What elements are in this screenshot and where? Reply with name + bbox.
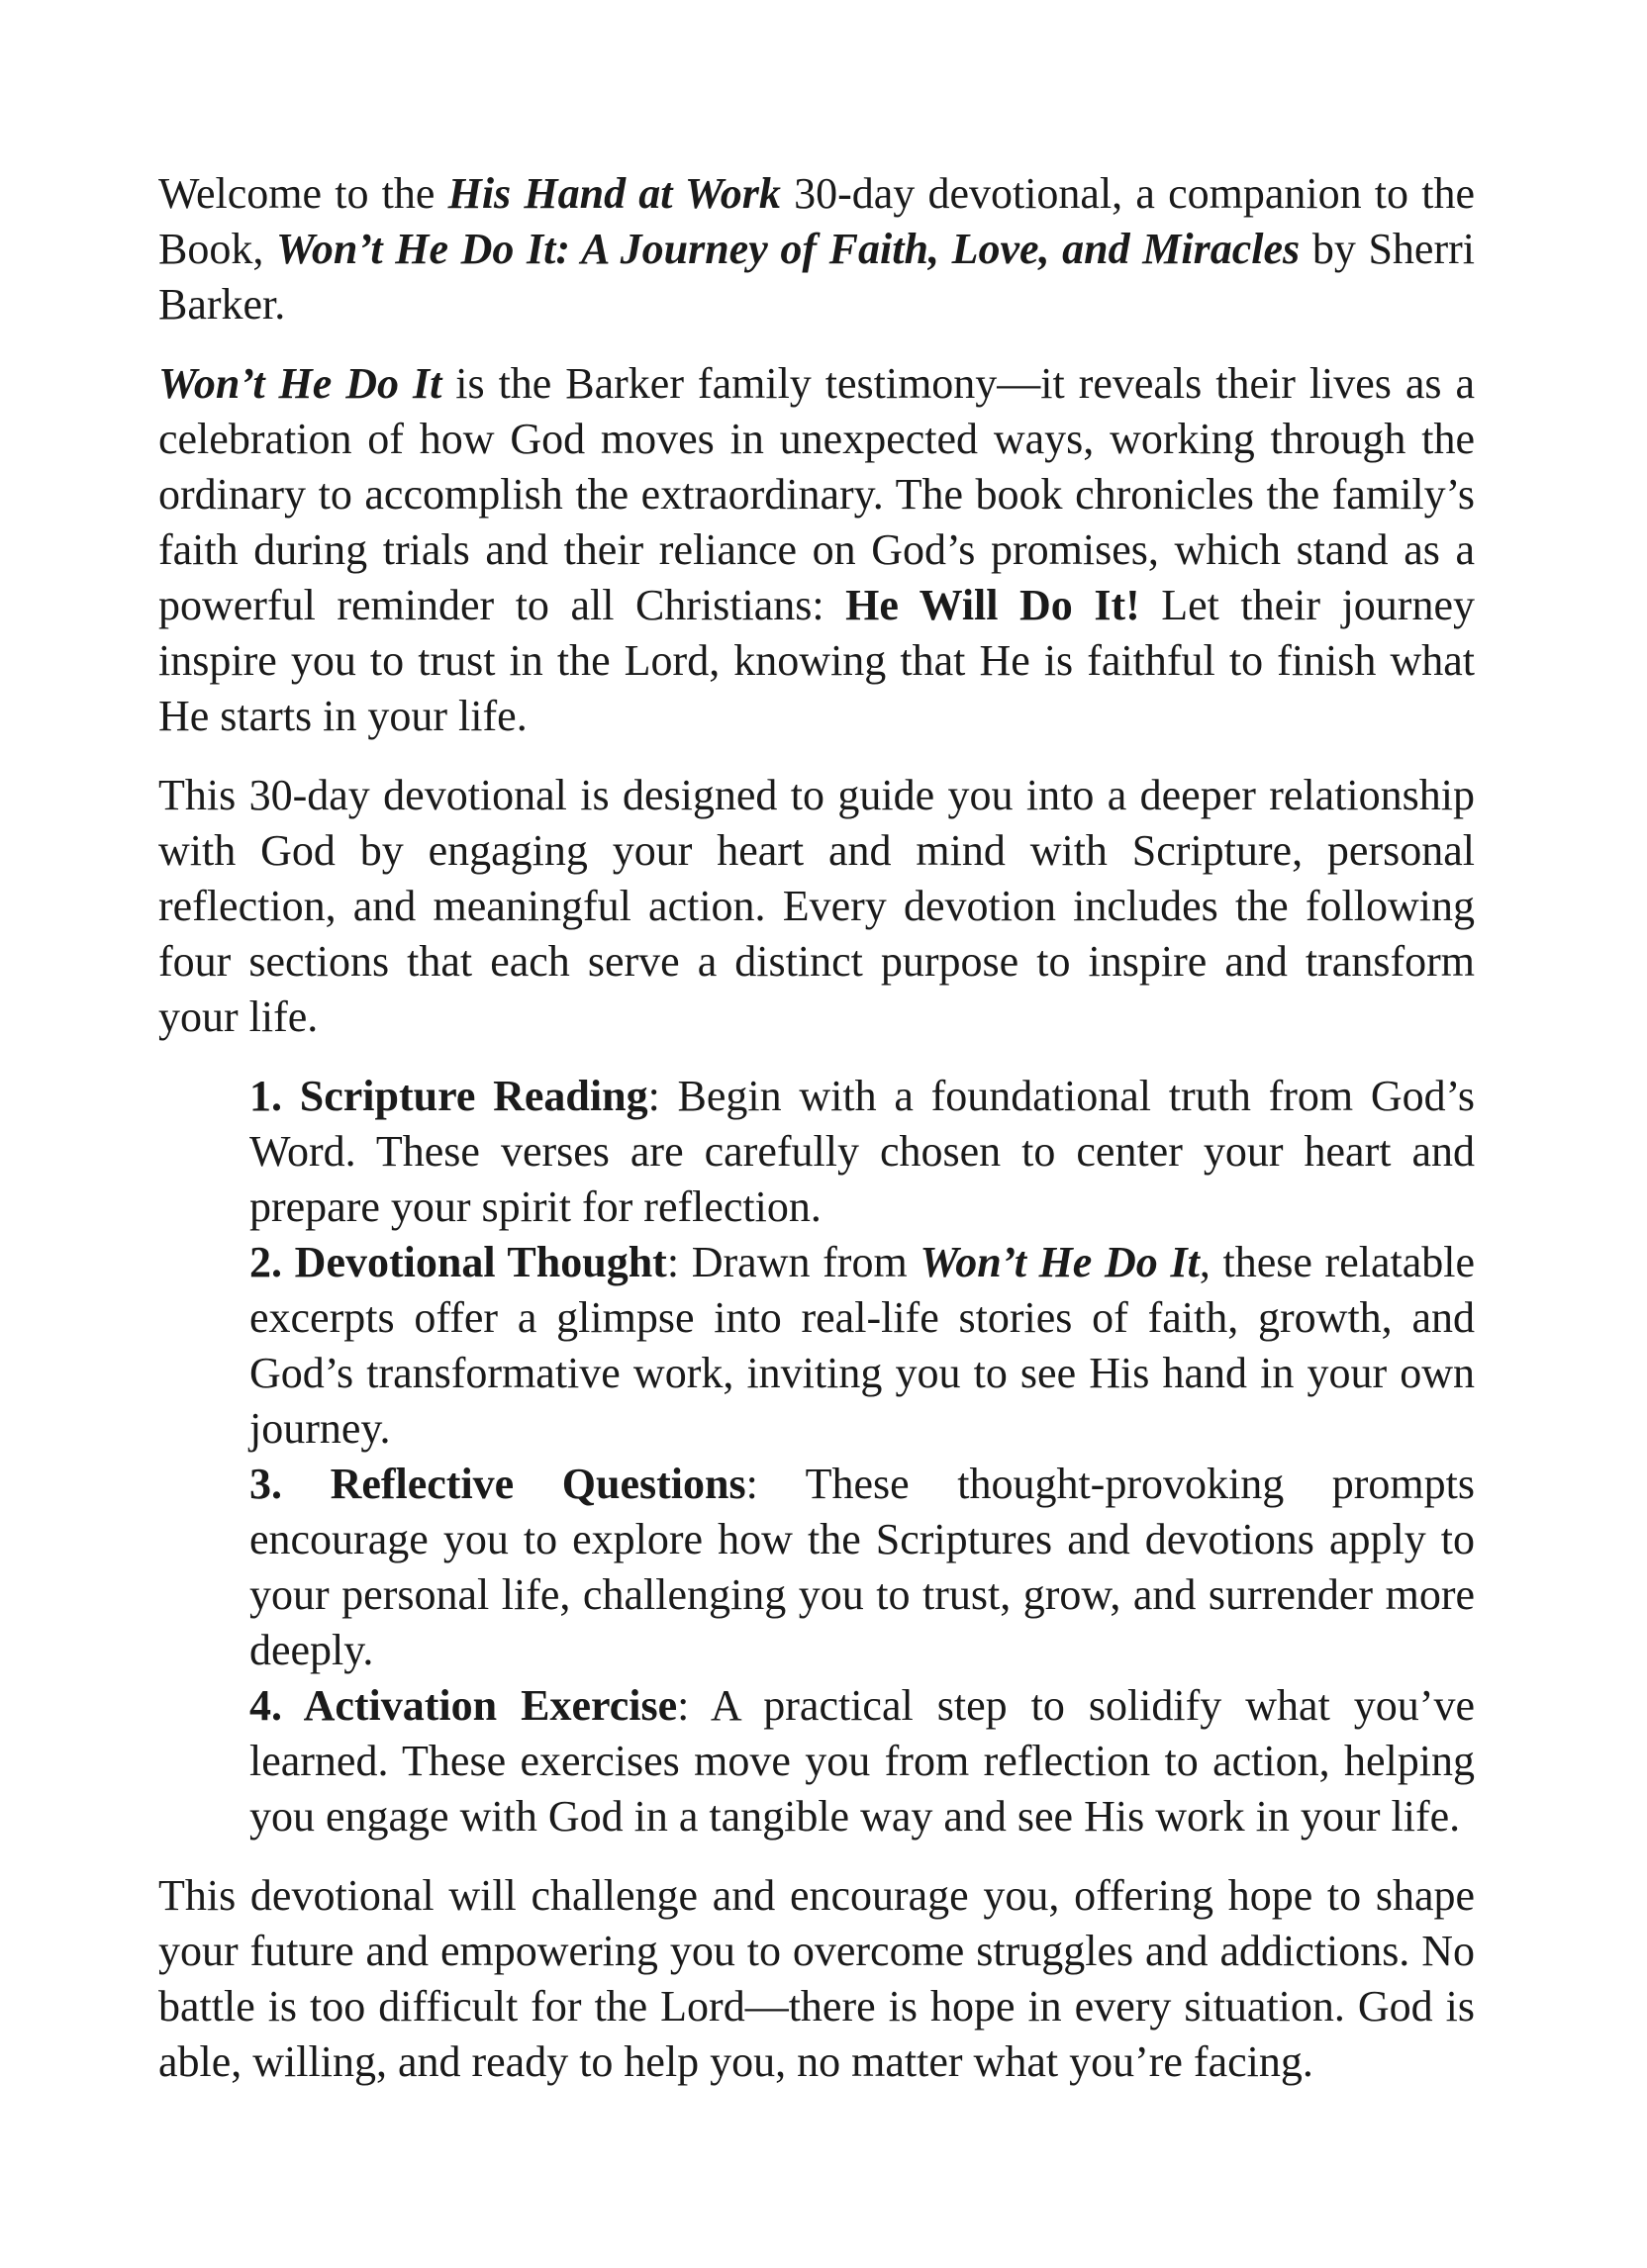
section-text: : Begin with a foundational truth from God’s Word. These verses are carefully chosen to center your heart and prepare your spirit for reflection. — [249, 1072, 1475, 1231]
section-label: 3. Reflective Questions — [249, 1460, 746, 1508]
devotional-title: His Hand at Work — [447, 169, 781, 218]
list-item — [249, 1069, 1475, 1235]
welcome-text: 30-day devotional, a companion to the Book, — [158, 169, 1475, 273]
devotional-intro-page — [158, 166, 1475, 2114]
welcome-text: by Sherri Barker. — [158, 225, 1475, 329]
book-short-title: Won’t He Do It — [920, 1238, 1200, 1286]
sections-list — [158, 1069, 1475, 1844]
welcome-text: Welcome to the — [158, 169, 448, 218]
testimony-text: Let their journey inspire you to trust in the Lord, knowing that He is faithful to finish what He starts in your life. — [158, 581, 1475, 740]
section-label: 4. Activation Exercise — [249, 1681, 678, 1730]
list-item — [249, 1457, 1475, 1678]
closing-paragraph: This devotional will challenge and encourage you, offering hope to shape your future and empowering you to overcome struggles and addictions. No battle is too difficult for the Lord—there is hope in every situation. God is able, willing, and ready to help you, no matter what you’re facing. — [158, 1871, 1475, 2086]
section-text: : Drawn from — [666, 1238, 920, 1286]
testimony-paragraph — [158, 356, 1475, 744]
section-text: : A practical step to solidify what you’ve learned. These exercises move you from reflection to action, helping you engage with God in a tangible way and see His work in your life. — [249, 1681, 1475, 1841]
book-title: Won’t He Do It: A Journey of Faith, Love, and Miracles — [276, 225, 1301, 273]
list-item — [249, 1678, 1475, 1844]
book-short-title: Won’t He Do It — [158, 359, 442, 408]
section-label: 1. Scripture Reading — [249, 1072, 648, 1120]
section-text: , these relatable excerpts offer a glimpse into real-life stories of faith, growth, and God’s transformative work, inviting you to see His hand in your own journey. — [249, 1238, 1475, 1453]
testimony-text: is the Barker family testimony—it reveals their lives as a celebration of how God moves in unexpected ways, working through the ordinary to accomplish the extraordinary. The book chronicles the family’s faith during trials and their reliance on God’s promises, which stand as a powerful reminder to all Christians: — [158, 359, 1476, 629]
list-item — [249, 1235, 1475, 1457]
section-text: : These thought-provoking prompts encourage you to explore how the Scriptures and devotions apply to your personal life, challenging you to trust, grow, and surrender more deeply. — [249, 1460, 1475, 1674]
emphasis-text: He Will Do It! — [845, 581, 1140, 629]
welcome-paragraph — [158, 166, 1475, 332]
section-label: 2. Devotional Thought — [249, 1238, 667, 1286]
overview-paragraph: This 30-day devotional is designed to guide you into a deeper relationship with God by engaging your heart and mind with Scripture, personal reflection, and meaningful action. Every devotion includes the following four sections that each serve a distinct purpose to inspire and transform your life. — [158, 771, 1475, 1041]
